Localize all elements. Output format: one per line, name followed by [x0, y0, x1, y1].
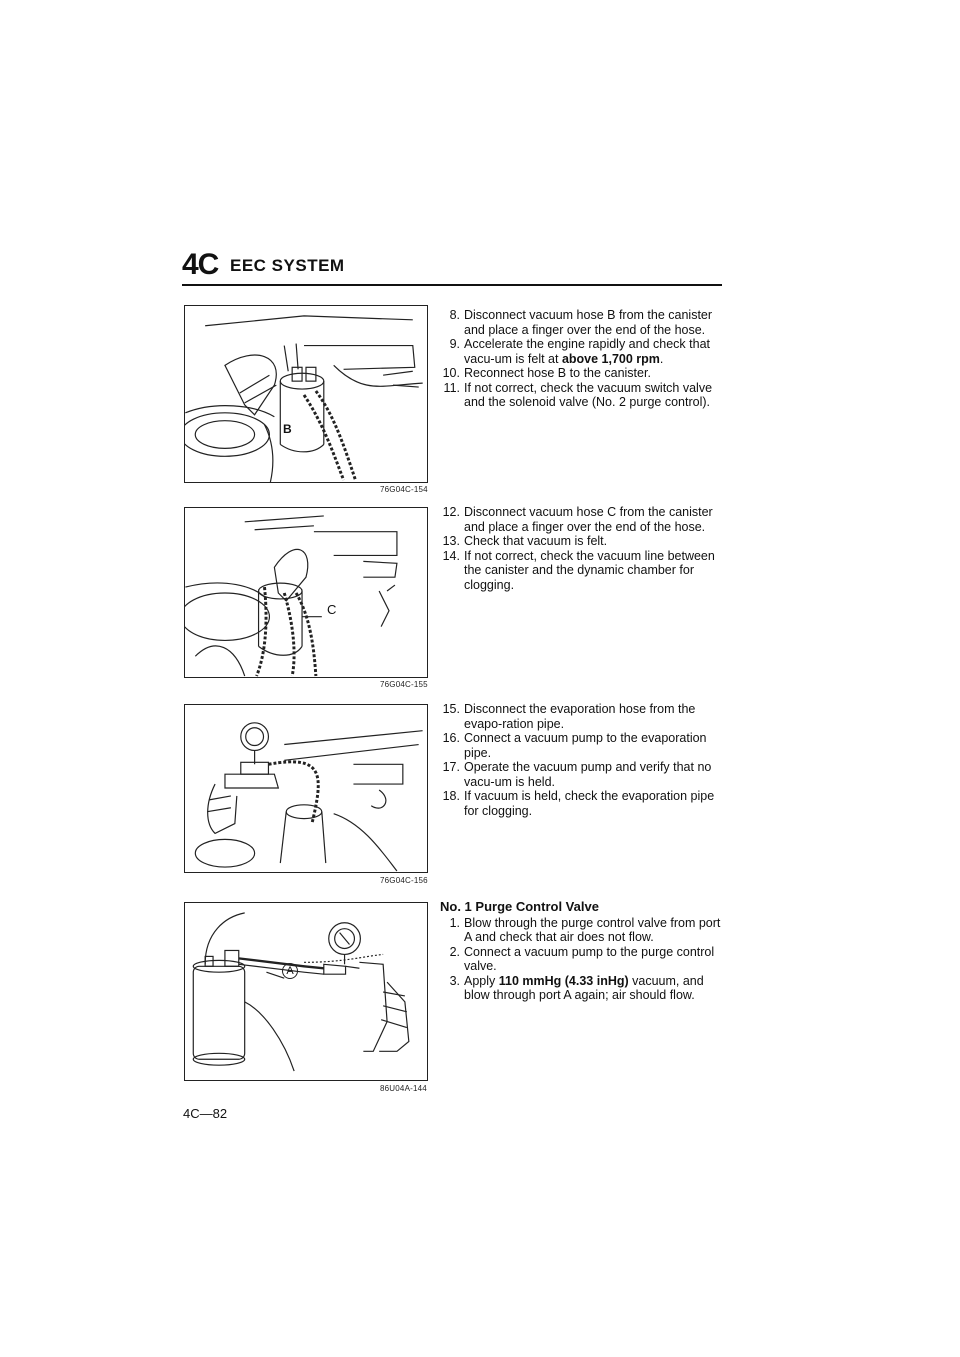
figure-4-code: 86U04A-144	[380, 1084, 427, 1093]
step-3: 3. Apply 110 mmHg (4.33 inHg) vacuum, and blow through port A again; air should flow.	[449, 973, 704, 1002]
figure-3-code: 76G04C-156	[380, 876, 428, 885]
step-13: 13. Check that vacuum is felt.	[442, 534, 608, 548]
step-14: 14. If not correct, check the vacuum line between the canister and the dynamic chamber for clogging.	[442, 548, 715, 592]
figure-2-callout: C	[327, 602, 337, 617]
figure-1-hose-b	[184, 305, 428, 483]
vacuum-spec: 110 mmHg (4.33 inHg)	[498, 973, 629, 988]
steps-block-4	[440, 900, 725, 1003]
figure-3-illustration	[185, 705, 427, 872]
steps-block-3	[440, 702, 725, 818]
figure-2-code: 76G04C-155	[380, 680, 428, 689]
page-number: 4C—82	[183, 1106, 228, 1121]
steps-block-2	[440, 505, 725, 592]
figure-4-callout: A	[282, 963, 298, 979]
steps-block-1	[440, 308, 725, 410]
step-1: 1. Blow through the purge control valve from port A and check that air does not flow.	[449, 915, 721, 944]
page-header	[182, 240, 722, 288]
figure-1-code: 76G04C-154	[380, 485, 428, 494]
figure-4-illustration	[185, 903, 427, 1080]
step-16: 16. Connect a vacuum pump to the evaporation pipe.	[442, 731, 707, 760]
section-number: 4C	[182, 248, 219, 281]
step-2: 2. Connect a vacuum pump to the purge control valve.	[449, 944, 715, 973]
step-8: 8. Disconnect vacuum hose B from the canister and place a finger over the end of the hose.	[449, 308, 713, 337]
rpm-spec: above 1,700 rpm	[561, 351, 660, 366]
step-9: 9. Accelerate the engine rapidly and check that vacu-um is felt at above 1,700 rpm.	[449, 337, 710, 366]
step-11: 11. If not correct, check the vacuum switch valve and the solenoid valve (No. 2 purge control).	[443, 380, 713, 409]
step-17: 17. Operate the vacuum pump and verify that no vacu-um is held.	[442, 760, 712, 789]
step-12: 12. Disconnect vacuum hose C from the canister and place a finger over the end of the hose.	[442, 505, 713, 534]
purge-valve-heading: No. 1 Purge Control Valve	[440, 899, 599, 914]
figure-4-purge-valve	[184, 902, 428, 1081]
figure-1-illustration	[185, 306, 427, 482]
section-title: EEC SYSTEM	[230, 256, 345, 275]
step-10: 10. Reconnect hose B to the canister.	[442, 366, 651, 380]
step-18: 18. If vacuum is held, check the evaporation pipe for clogging.	[442, 789, 715, 818]
figure-2-illustration	[185, 508, 427, 677]
figure-3-vacuum-pump	[184, 704, 428, 873]
figure-1-callout: B	[283, 422, 292, 436]
header-rule	[182, 284, 722, 286]
figure-2-hose-c	[184, 507, 428, 678]
step-15: 15. Disconnect the evaporation hose from the evapo-ration pipe.	[442, 702, 696, 731]
